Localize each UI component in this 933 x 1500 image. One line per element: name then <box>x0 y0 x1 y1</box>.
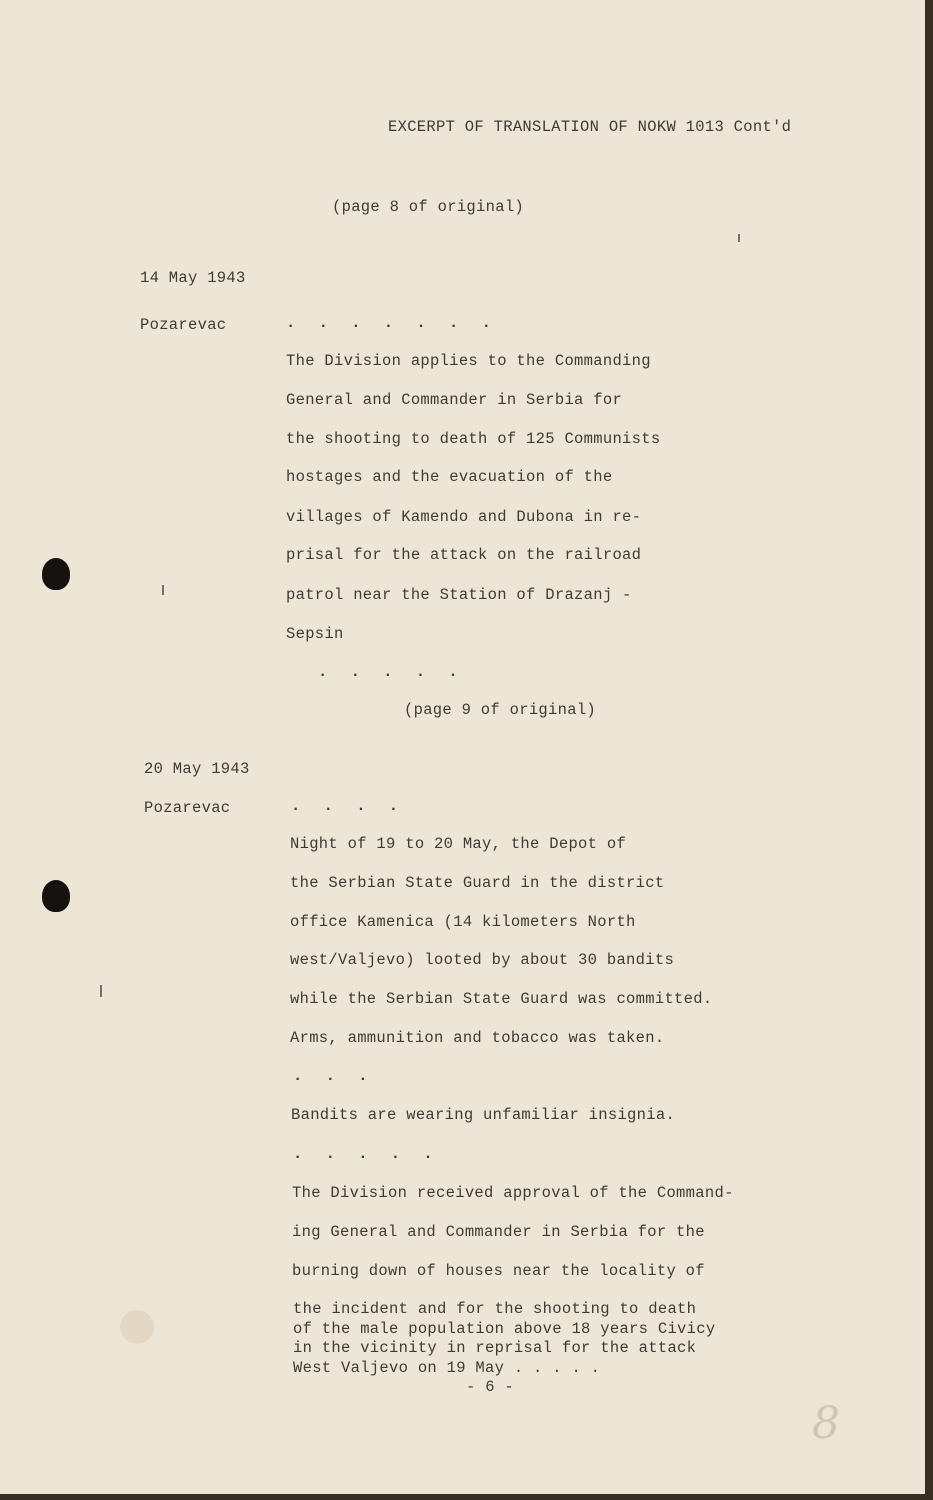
entry-2-para-4-line: West Valjevo on 19 May . . . . . <box>293 1359 601 1377</box>
entry-1-line: General and Commander in Serbia for <box>286 391 623 409</box>
entry-1-ellipsis-bottom: . . . . . <box>318 663 465 681</box>
entry-2-place: Pozarevac <box>144 799 231 817</box>
entry-2-ellipsis-c: . . . . . <box>293 1145 440 1163</box>
entry-2-para-1-line: while the Serbian State Guard was committed. <box>290 990 713 1008</box>
stray-mark <box>738 234 740 242</box>
page-reference-8: (page 8 of original) <box>332 198 525 216</box>
entry-1-line: hostages and the evacuation of the <box>286 468 613 486</box>
entry-2-para-3-line: burning down of houses near the locality of <box>292 1262 705 1280</box>
entry-2-date: 20 May 1943 <box>144 760 250 778</box>
entry-2-para-1-line: west/Valjevo) looted by about 30 bandits <box>290 951 675 969</box>
entry-2-para-1-line: the Serbian State Guard in the district <box>290 874 665 892</box>
entry-2-para-1-line: Night of 19 to 20 May, the Depot of <box>290 835 627 853</box>
entry-1-date: 14 May 1943 <box>140 269 246 287</box>
stray-mark <box>162 585 164 595</box>
paper-stain <box>120 1310 154 1344</box>
entry-2-para-4-line: in the vicinity in reprisal for the attack <box>293 1339 697 1357</box>
entry-1-line: patrol near the Station of Drazanj - <box>286 586 632 604</box>
entry-1-ellipsis-top: . . . . . . . <box>286 314 498 332</box>
entry-1-place: Pozarevac <box>140 316 227 334</box>
entry-2-para-2: Bandits are wearing unfamiliar insignia. <box>291 1106 676 1124</box>
entry-1-line: the shooting to death of 125 Communists <box>286 430 661 448</box>
entry-1-line: prisal for the attack on the railroad <box>286 546 642 564</box>
entry-2-ellipsis-a: . . . . <box>291 797 406 815</box>
entry-2-para-3-line: ing General and Commander in Serbia for the <box>292 1223 705 1241</box>
stray-mark <box>100 985 102 997</box>
entry-1-line: The Division applies to the Commanding <box>286 352 651 370</box>
page-reference-9: (page 9 of original) <box>404 701 597 719</box>
document-header: EXCERPT OF TRANSLATION OF NOKW 1013 Cont'd <box>388 118 792 136</box>
entry-2-para-4-line: the incident and for the shooting to death <box>293 1300 697 1318</box>
entry-1-line: villages of Kamendo and Dubona in re- <box>286 508 642 526</box>
entry-1-line: Sepsin <box>286 625 344 643</box>
handwritten-page-number: 8 <box>812 1398 840 1449</box>
entry-2-ellipsis-b: . . . <box>293 1067 375 1085</box>
page-number: - 6 - <box>466 1378 515 1396</box>
entry-2-para-4-line: of the male population above 18 years Civicy <box>293 1320 716 1338</box>
entry-2-para-1-line: office Kamenica (14 kilometers North <box>290 913 636 931</box>
punch-hole <box>42 880 70 912</box>
punch-hole <box>42 558 70 590</box>
entry-2-para-3-line: The Division received approval of the Command- <box>292 1184 734 1202</box>
entry-2-para-1-line: Arms, ammunition and tobacco was taken. <box>290 1029 665 1047</box>
